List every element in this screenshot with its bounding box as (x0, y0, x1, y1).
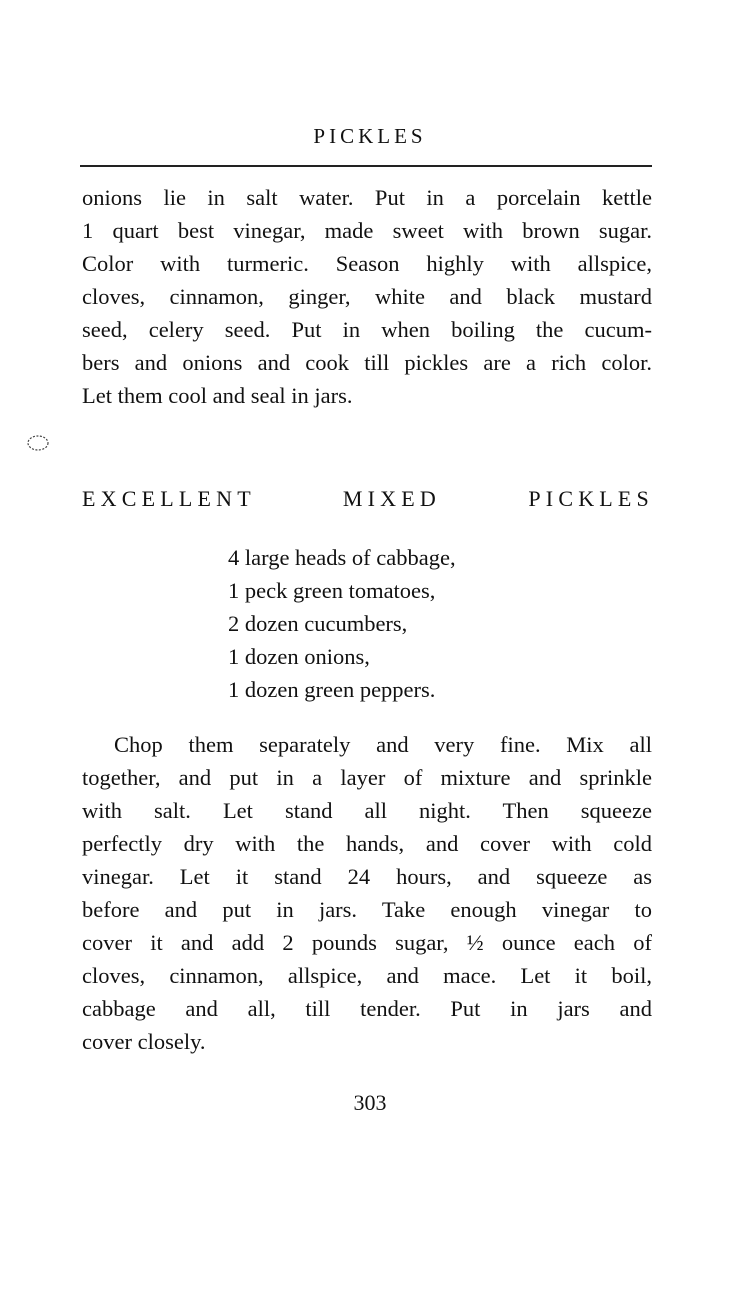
ingredient-item: 4 large heads of cabbage, (228, 545, 456, 570)
ornament-icon (24, 432, 52, 454)
text-line: seed, celery seed. Put in when boiling the cucum- (82, 317, 652, 342)
text-line: cabbage and all, till tender. Put in jars and (82, 996, 652, 1021)
text-line: cloves, cinnamon, ginger, white and black mustard (82, 284, 652, 309)
ingredient-item: 1 dozen onions, (228, 644, 370, 669)
text-line: vinegar. Let it stand 24 hours, and squeeze as (82, 864, 652, 889)
ingredient-item: 1 peck green tomatoes, (228, 578, 436, 603)
text-line: with salt. Let stand all night. Then squeeze (82, 798, 652, 823)
instructions-paragraph (82, 728, 652, 1058)
running-header: PICKLES (313, 124, 427, 148)
ingredient-item: 1 dozen green peppers. (228, 677, 436, 702)
text-line: cloves, cinnamon, allspice, and mace. Let it boil, (82, 963, 652, 988)
text-line: bers and onions and cook till pickles are a rich color. (82, 350, 652, 375)
text-line: before and put in jars. Take enough vinegar to (82, 897, 652, 922)
text-line: Chop them separately and very fine. Mix all (114, 732, 652, 757)
text-line: 1 quart best vinegar, made sweet with brown sugar. (82, 218, 652, 243)
recipe-title: EXCELLENT MIXED PICKLES (82, 486, 654, 511)
text-line: Color with turmeric. Season highly with allspice, (82, 251, 652, 276)
text-line: cover closely. (82, 1029, 206, 1054)
text-line: onions lie in salt water. Put in a porcelain kettle (82, 185, 652, 210)
text-line: perfectly dry with the hands, and cover with cold (82, 831, 652, 856)
text-line: cover it and add 2 pounds sugar, ½ ounce each of (82, 930, 652, 955)
ingredient-list (228, 541, 456, 706)
text-line: together, and put in a layer of mixture and sprinkle (82, 765, 652, 790)
header-rule (80, 165, 652, 167)
text-line: Let them cool and seal in jars. (82, 383, 353, 408)
top-paragraph (82, 181, 652, 412)
page-number: 303 (353, 1090, 387, 1115)
ingredient-item: 2 dozen cucumbers, (228, 611, 408, 636)
